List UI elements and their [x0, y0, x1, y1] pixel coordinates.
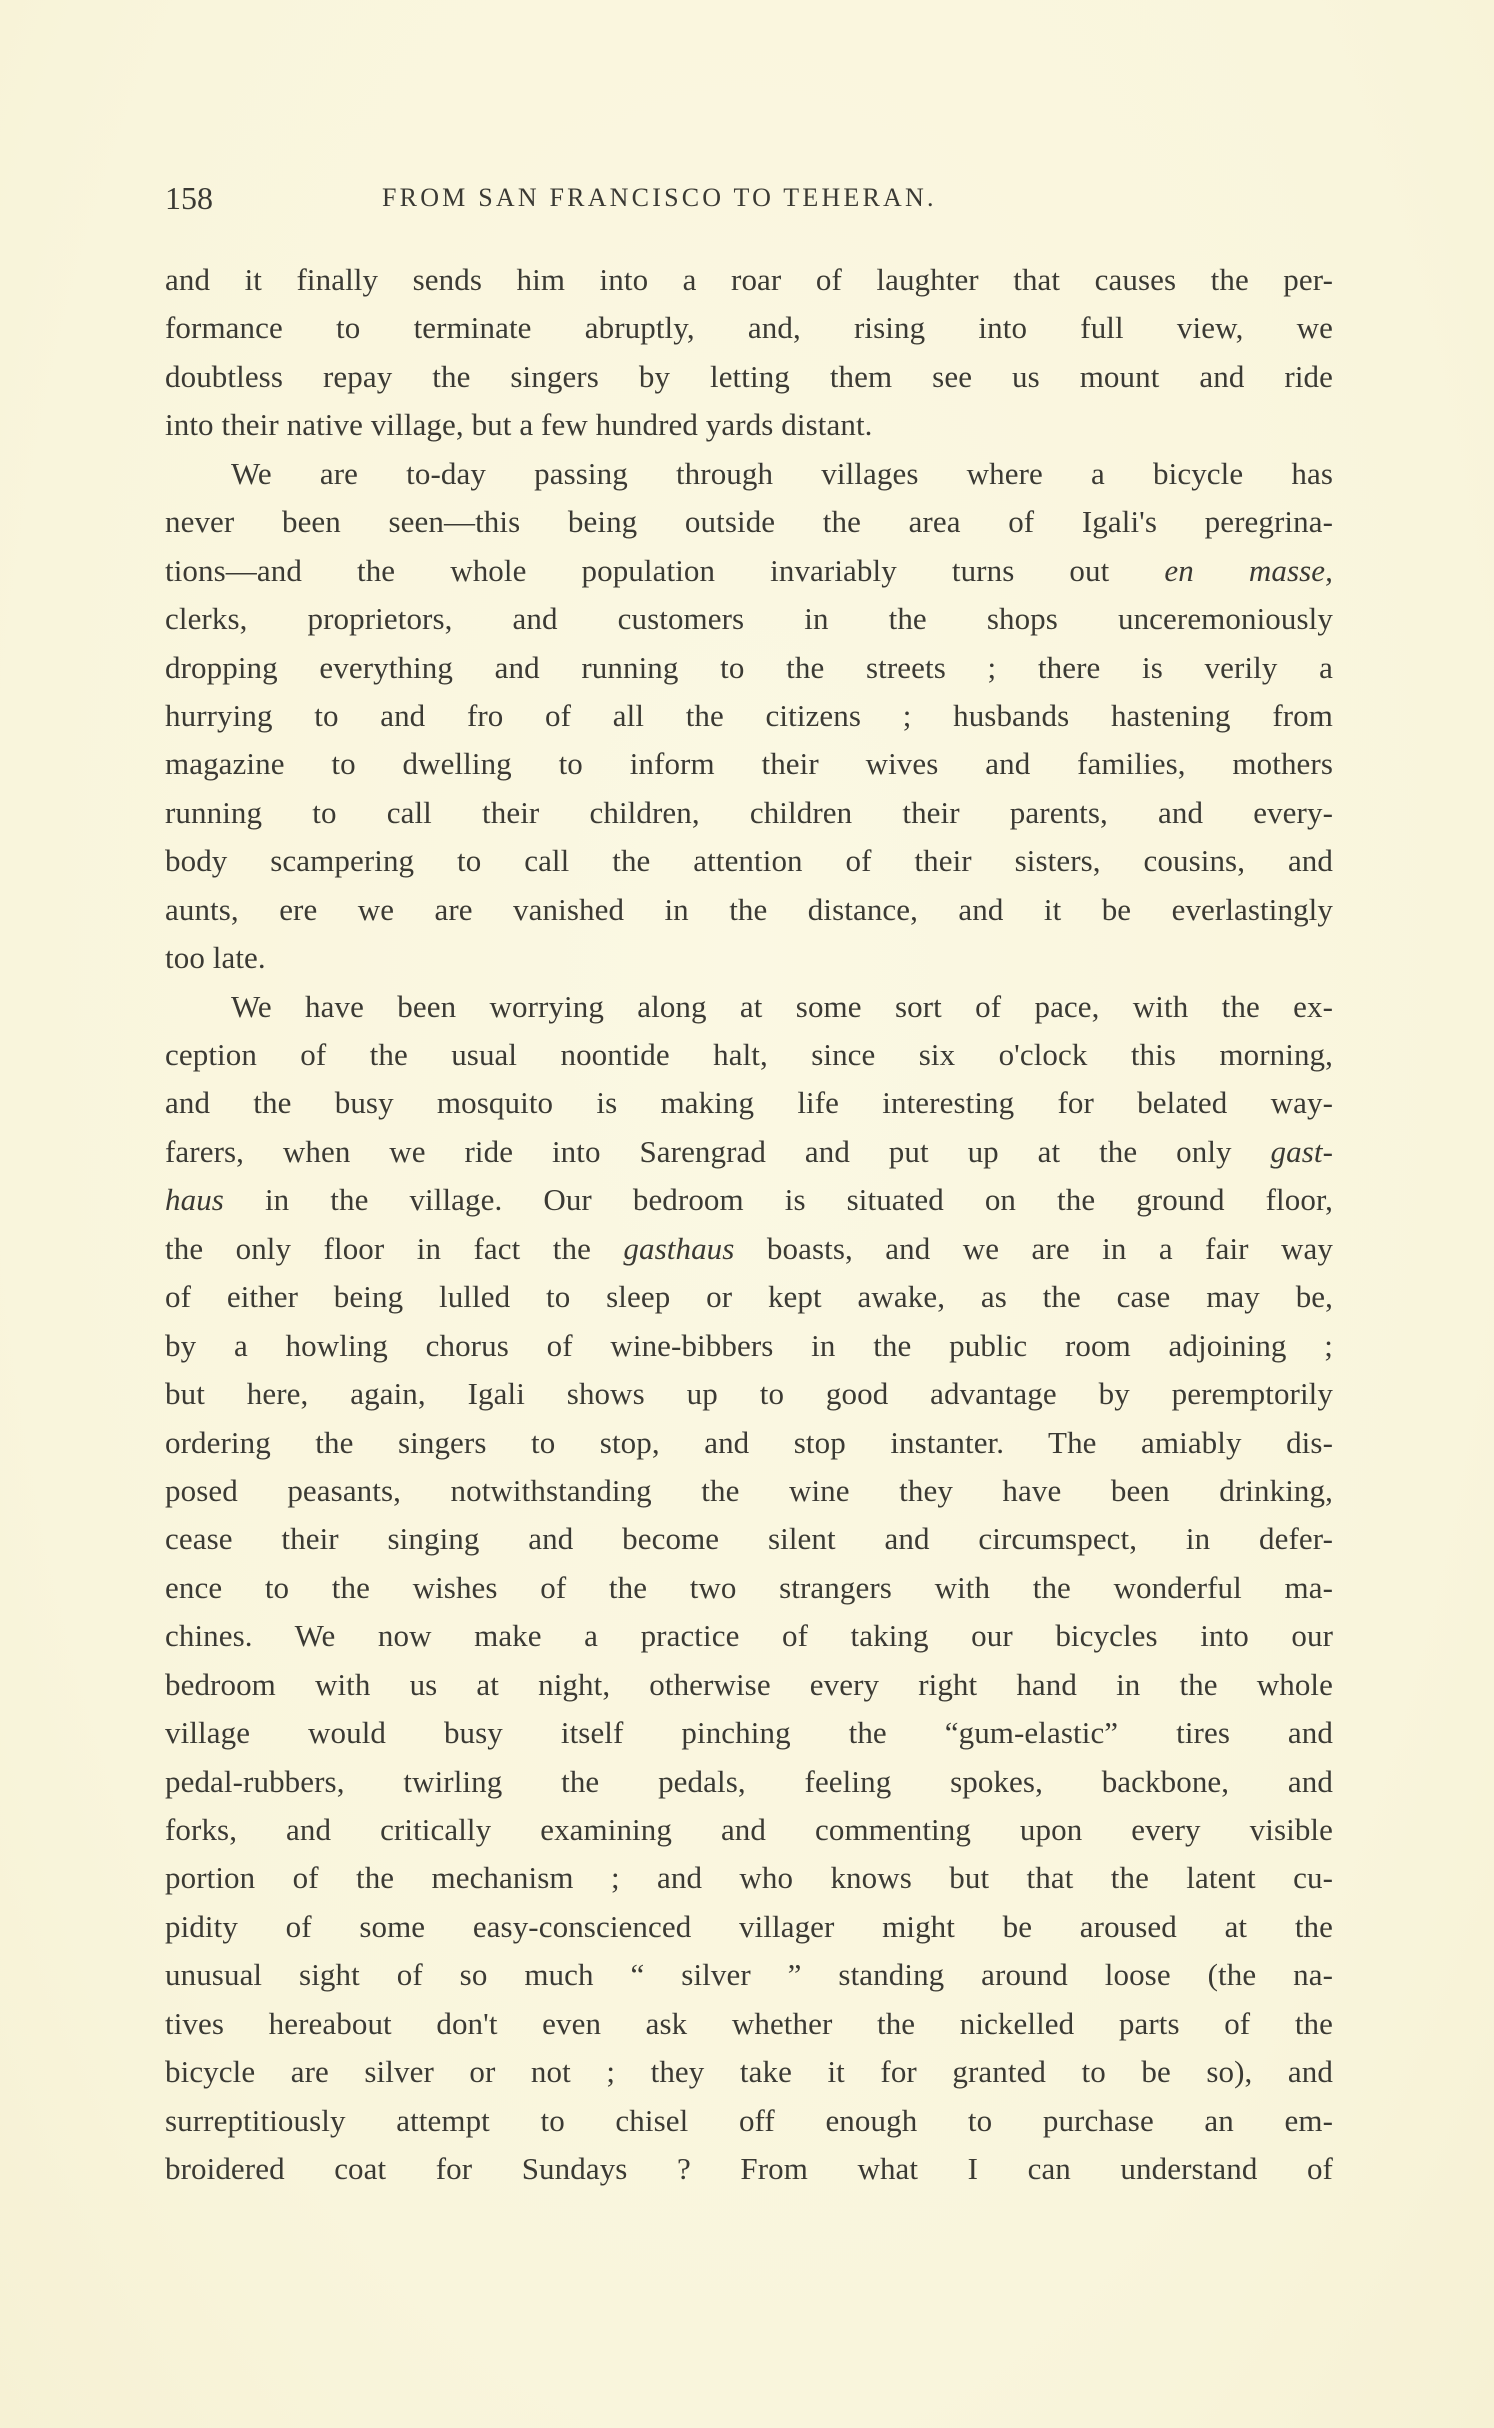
text-line	[165, 2000, 1333, 2048]
text-line	[165, 692, 1333, 740]
text-line	[165, 547, 1333, 595]
text-line	[165, 1419, 1333, 1467]
line-text: into their native village, but a few hundred yards distant.	[165, 407, 873, 443]
line-text: forks, and critically examining and commenting upon every visible	[165, 1812, 1333, 1847]
line-text: and the busy mosquito is making life interesting for belated way-	[165, 1085, 1333, 1121]
line-text: surreptitiously attempt to chisel off enough to purchase an em-	[165, 2102, 1333, 2138]
text-line	[165, 1661, 1333, 1709]
text-line	[165, 1709, 1333, 1757]
text-line	[165, 498, 1333, 546]
running-head	[165, 178, 1335, 218]
text-line	[165, 304, 1333, 352]
text-line	[165, 1806, 1333, 1854]
text-line	[165, 1903, 1333, 1951]
line-text: portion of the mechanism ; and who knows but that the latent cu-	[165, 1860, 1333, 1896]
text-line	[165, 1079, 1333, 1127]
line-text: and it finally sends him into a roar of laughter that causes the per-	[165, 262, 1333, 297]
page-number: 158	[165, 180, 213, 216]
text-line	[165, 1370, 1333, 1418]
line-text: bedroom with us at night, otherwise every right hand in the whole	[165, 1666, 1333, 1702]
text-line	[165, 1854, 1333, 1902]
line-text: chines. We now make a practice of taking our bicycles into our	[165, 1618, 1333, 1654]
text-line	[165, 2145, 1333, 2193]
text-line	[165, 1564, 1333, 1612]
line-text: ception of the usual noontide halt, since six o'clock this morning,	[165, 1037, 1333, 1072]
line-text: dropping everything and running to the streets ; there is verily a	[165, 649, 1333, 685]
text-line	[165, 837, 1333, 885]
line-text: but here, again, Igali shows up to good advantage by peremptorily	[165, 1376, 1333, 1412]
text-line	[165, 353, 1333, 401]
text-line	[165, 983, 1333, 1031]
line-text: pedal-rubbers, twirling the pedals, feeling spokes, backbone, and	[165, 1763, 1333, 1799]
line-text: We are to-day passing through villages where a bicycle has	[231, 455, 1333, 491]
line-text: body scampering to call the attention of their sisters, cousins, and	[165, 843, 1333, 879]
text-line	[165, 1758, 1333, 1806]
text-line	[165, 2097, 1333, 2145]
text-line	[165, 256, 1333, 304]
line-text: tions—and the whole population invariably turns out	[165, 552, 1165, 588]
line-text: of either being lulled to sleep or kept awake, as the case may be,	[165, 1279, 1333, 1315]
line-text: unusual sight of so much “ silver ” standing around loose (the na-	[165, 1957, 1333, 1993]
line-text: village would busy itself pinching the “gum-elastic” tires and	[165, 1715, 1333, 1751]
italic-term: en masse,	[1164, 552, 1334, 588]
line-text: magazine to dwelling to inform their wives and families, mothers	[165, 746, 1333, 782]
line-text: cease their singing and become silent and circumspect, in defer-	[165, 1521, 1333, 1557]
text-line	[165, 595, 1333, 643]
line-text: pidity of some easy-conscienced villager might be aroused at the	[165, 1908, 1333, 1944]
text-line	[165, 789, 1333, 837]
line-text: ordering the singers to stop, and stop instanter. The amiably dis-	[165, 1424, 1333, 1460]
line-text: posed peasants, notwithstanding the wine they have been drinking,	[165, 1472, 1333, 1508]
text-line	[165, 1612, 1333, 1660]
text-line	[165, 1225, 1333, 1273]
line-text: doubtless repay the singers by letting them see us mount and ride	[165, 358, 1333, 394]
text-line	[165, 644, 1333, 692]
line-text: broidered coat for Sundays ? From what I can understand of	[165, 2151, 1333, 2187]
text-line	[165, 1467, 1333, 1515]
text-line	[165, 1322, 1333, 1370]
text-line	[165, 401, 1333, 449]
line-text: aunts, ere we are vanished in the distance, and it be everlastingly	[165, 891, 1333, 927]
line-text: boasts, and we are in a fair way	[734, 1230, 1333, 1266]
line-text: tives hereabout don't even ask whether the nickelled parts of the	[165, 2005, 1333, 2041]
text-line	[165, 886, 1333, 934]
line-text: too late.	[165, 940, 266, 976]
line-text: formance to terminate abruptly, and, rising into full view, we	[165, 310, 1333, 346]
italic-term: haus	[165, 1182, 224, 1218]
italic-term: gast-	[1270, 1133, 1333, 1169]
body-text	[165, 256, 1333, 2194]
text-line	[165, 1176, 1333, 1224]
line-text: We have been worrying along at some sort of pace, with the ex-	[231, 988, 1333, 1024]
text-line	[165, 2048, 1333, 2096]
text-line	[165, 450, 1333, 498]
italic-term: gasthaus	[623, 1230, 735, 1266]
text-line	[165, 934, 1333, 982]
line-text: the only floor in fact the	[165, 1230, 624, 1266]
text-line	[165, 740, 1333, 788]
line-text: by a howling chorus of wine-bibbers in the public room adjoining ;	[165, 1327, 1333, 1363]
text-line	[165, 1515, 1333, 1563]
line-text: hurrying to and fro of all the citizens ; husbands hastening from	[165, 697, 1333, 733]
line-text: clerks, proprietors, and customers in the shops unceremoniously	[165, 601, 1333, 637]
line-text: running to call their children, children their parents, and every-	[165, 794, 1333, 830]
text-line	[165, 1128, 1333, 1176]
line-text: never been seen—this being outside the area of Igali's peregrina-	[165, 504, 1333, 540]
line-text: farers, when we ride into Sarengrad and put up at the only	[165, 1133, 1271, 1169]
text-line	[165, 1031, 1333, 1079]
line-text: in the village. Our bedroom is situated on the ground floor,	[223, 1182, 1333, 1218]
text-line	[165, 1273, 1333, 1321]
running-title: FROM SAN FRANCISCO TO TEHERAN.	[382, 183, 937, 212]
line-text: ence to the wishes of the two strangers with the wonderful ma-	[165, 1569, 1333, 1605]
line-text: bicycle are silver or not ; they take it for granted to be so), and	[165, 2054, 1333, 2090]
text-line	[165, 1951, 1333, 1999]
